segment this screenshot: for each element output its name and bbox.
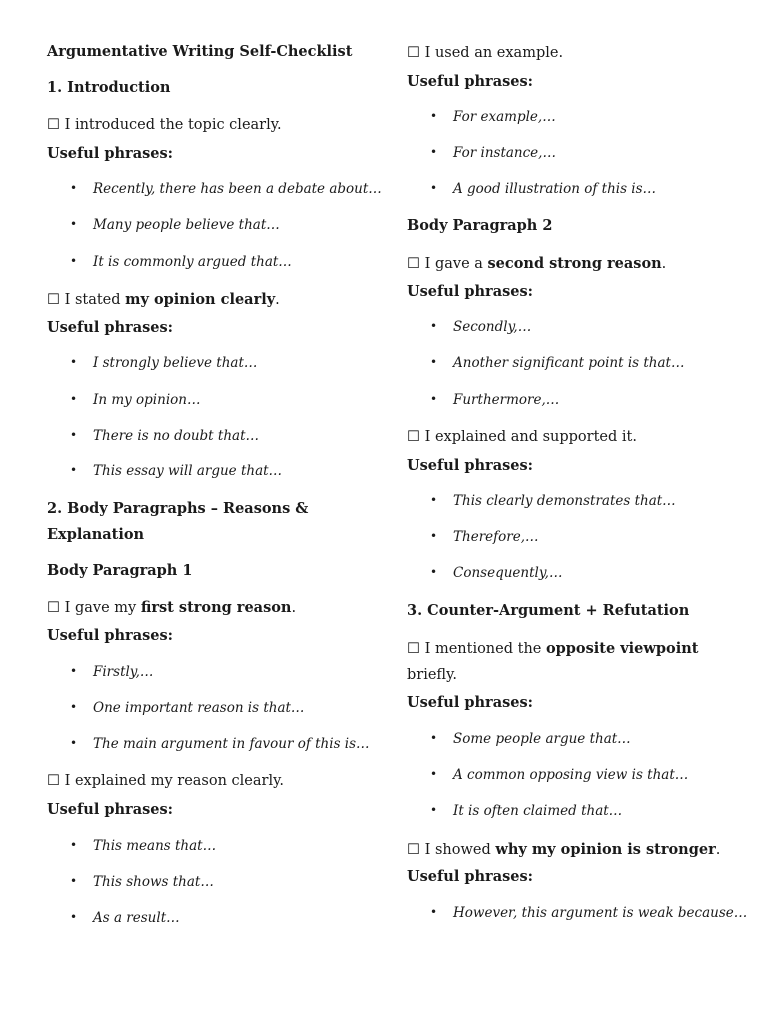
bullet-icon: • (70, 463, 78, 477)
phrase-item: • There is no doubt that… (70, 428, 259, 444)
bullet-icon: • (70, 392, 78, 406)
phrase-item: • Therefore,… (430, 529, 539, 545)
useful-phrases-label: Useful phrases: (407, 283, 533, 300)
checkbox-icon[interactable]: ☐ (407, 256, 420, 272)
useful-phrases-label: Useful phrases: (47, 801, 173, 818)
phrase-item: • This shows that… (70, 874, 214, 890)
bullet-icon: • (70, 874, 78, 888)
checklist-item-intro-opinion[interactable]: ☐ I stated my opinion clearly. (47, 291, 280, 308)
checkbox-icon[interactable]: ☐ (47, 292, 60, 308)
useful-phrases-label: Useful phrases: (407, 73, 533, 90)
checkbox-icon[interactable]: ☐ (407, 842, 420, 858)
checklist-item-bp1-reason[interactable]: ☐ I gave my first strong reason. (47, 599, 297, 616)
phrase-item: • However, this argument is weak because… (430, 905, 748, 921)
phrase-item: • Consequently,… (430, 565, 563, 581)
useful-phrases-label: Useful phrases: (47, 145, 173, 162)
checklist-item-counter-mention[interactable]: ☐ I mentioned the opposite viewpoint (407, 640, 699, 657)
phrase-item: • It is often claimed that… (430, 803, 623, 819)
checkbox-icon[interactable]: ☐ (47, 117, 60, 133)
phrase-item: • For instance,… (430, 145, 556, 161)
section-heading-body-line1: 2. Body Paragraphs – Reasons & (47, 500, 309, 517)
phrase-item: • For example,… (430, 109, 556, 125)
checklist-item-counter-mention-line2: briefly. (407, 667, 457, 683)
phrase-item: • The main argument in favour of this is… (70, 736, 370, 752)
document-title: Argumentative Writing Self-Checklist (47, 43, 353, 60)
phrase-item: • In my opinion… (70, 392, 201, 408)
checklist-item-bp2-reason[interactable]: ☐ I gave a second strong reason. (407, 255, 667, 272)
useful-phrases-label: Useful phrases: (47, 627, 173, 644)
bullet-icon: • (70, 910, 78, 924)
useful-phrases-label: Useful phrases: (47, 319, 173, 336)
phrase-item: • Many people believe that… (70, 217, 280, 233)
bullet-icon: • (70, 664, 78, 678)
phrase-item: • A good illustration of this is… (430, 181, 657, 197)
checkbox-icon[interactable]: ☐ (407, 45, 420, 61)
checklist-item-bp1-example[interactable]: ☐ I used an example. (407, 45, 564, 61)
checklist-item-intro-topic[interactable] (47, 117, 282, 133)
bullet-icon: • (70, 217, 78, 231)
bullet-icon: • (70, 428, 78, 442)
bullet-icon: • (430, 905, 438, 919)
checkbox-icon[interactable]: ☐ (47, 600, 60, 616)
checklist-item-counter-stronger[interactable]: ☐ I showed why my opinion is stronger. (407, 841, 721, 858)
bullet-icon: • (430, 355, 438, 369)
bullet-icon: • (70, 838, 78, 852)
checkbox-icon[interactable]: ☐ (47, 773, 60, 789)
bullet-icon: • (430, 767, 438, 781)
section-heading-introduction: 1. Introduction (47, 79, 171, 96)
phrase-item: • Some people argue that… (430, 731, 631, 747)
bullet-icon: • (70, 736, 78, 750)
phrase-item: • It is commonly argued that… (70, 254, 292, 270)
checklist-item-bp1-explain[interactable]: ☐ I explained my reason clearly. (47, 773, 284, 789)
phrase-item: • A common opposing view is that… (430, 767, 689, 783)
bullet-icon: • (430, 392, 438, 406)
phrase-item: • Another significant point is that… (430, 355, 685, 371)
phrase-item: • Furthermore,… (430, 392, 560, 408)
phrase-item: • As a result… (70, 910, 180, 926)
phrase-item: • This clearly demonstrates that… (430, 493, 676, 509)
bullet-icon: • (430, 529, 438, 543)
useful-phrases-label: Useful phrases: (407, 868, 533, 885)
phrase-item: • I strongly believe that… (70, 355, 258, 371)
bullet-icon: • (70, 254, 78, 268)
phrase-item: • One important reason is that… (70, 700, 305, 716)
bullet-icon: • (430, 731, 438, 745)
checklist-text: I introduced the topic clearly. (64, 117, 282, 133)
checkbox-icon[interactable]: ☐ (407, 429, 420, 445)
section-heading-body-line2: Explanation (47, 526, 145, 543)
phrase-item: • This means that… (70, 838, 217, 854)
bullet-icon: • (70, 355, 78, 369)
useful-phrases-label: Useful phrases: (407, 694, 533, 711)
checkbox-icon[interactable]: ☐ (407, 641, 420, 657)
bullet-icon: • (430, 803, 438, 817)
checklist-item-bp2-explain[interactable]: ☐ I explained and supported it. (407, 429, 637, 445)
subheading-body-paragraph-2: Body Paragraph 2 (407, 217, 553, 234)
bullet-icon: • (430, 109, 438, 123)
phrase-item: • Recently, there has been a debate about… (70, 181, 382, 197)
bullet-icon: • (70, 700, 78, 714)
phrase-item: • Firstly,… (70, 664, 154, 680)
bullet-icon: • (430, 181, 438, 195)
phrase-item: • Secondly,… (430, 319, 532, 335)
bullet-icon: • (430, 493, 438, 507)
bullet-icon: • (430, 565, 438, 579)
subheading-body-paragraph-1: Body Paragraph 1 (47, 562, 193, 579)
section-heading-counter-argument: 3. Counter-Argument + Refutation (407, 602, 690, 619)
useful-phrases-label: Useful phrases: (407, 457, 533, 474)
phrase-item: • This essay will argue that… (70, 463, 283, 479)
bullet-icon: • (430, 319, 438, 333)
bullet-icon: • (70, 181, 78, 195)
bullet-icon: • (430, 145, 438, 159)
